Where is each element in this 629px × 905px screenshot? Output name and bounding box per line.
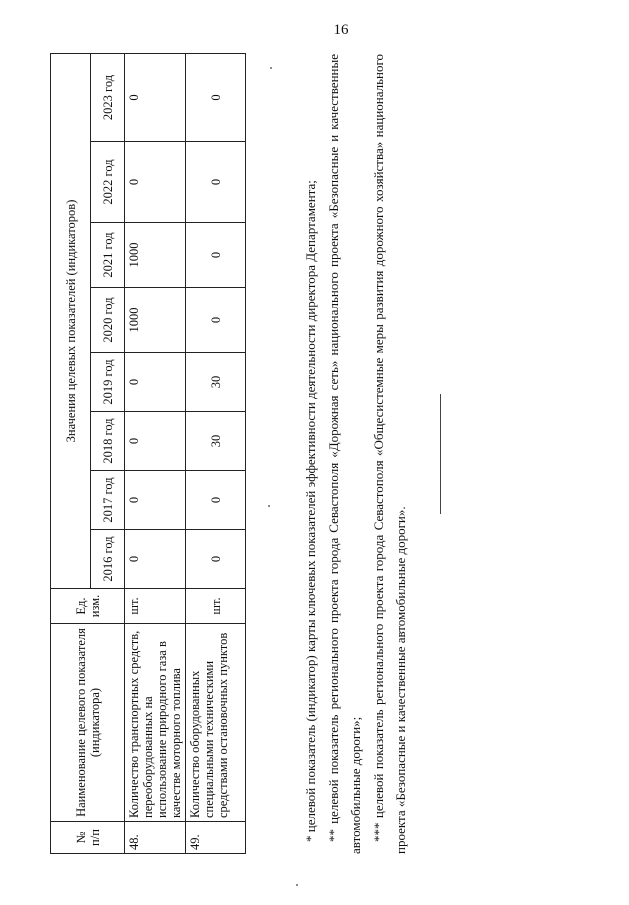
row-value: 0 (125, 412, 186, 471)
header-indicator-name: Наименование целевого показателя (индикатора) (51, 624, 125, 822)
row-unit: шт. (186, 589, 246, 624)
header-year: 2018 год (91, 412, 125, 471)
rotated-landscape-content (50, 52, 560, 854)
row-value: 1000 (125, 223, 186, 288)
header-year: 2022 год (91, 142, 125, 223)
scan-speck (268, 505, 270, 507)
row-value: 30 (186, 412, 246, 471)
row-value: 0 (125, 142, 186, 223)
row-value: 0 (186, 223, 246, 288)
header-year: 2016 год (91, 530, 125, 589)
header-year: 2019 год (91, 353, 125, 412)
row-value: 0 (125, 54, 186, 142)
header-num: № п/п (51, 822, 125, 854)
row-indicator-name: Количество оборудованных специальными техническими средствами остановочных пунктов (186, 624, 246, 822)
scan-speck (270, 67, 272, 69)
row-value: 0 (186, 288, 246, 353)
row-indicator-name: Количество транспортных средств, переоборудованных на использование природного газа в качестве моторного топлива (125, 624, 186, 822)
header-unit: Ед. изм. (51, 589, 125, 624)
indicators-table (50, 53, 246, 854)
row-value: 30 (186, 353, 246, 412)
header-year: 2020 год (91, 288, 125, 353)
row-value: 0 (186, 530, 246, 589)
row-value: 0 (125, 471, 186, 530)
footnote: * целевой показатель (индикатор) карты ключевых показателей эффективности деятельности директора Департамента; (303, 180, 318, 842)
row-value: 0 (186, 142, 246, 223)
scan-speck (296, 884, 298, 886)
table-row (125, 54, 186, 854)
row-value: 1000 (125, 288, 186, 353)
row-value: 0 (186, 54, 246, 142)
row-value: 0 (125, 530, 186, 589)
header-year: 2017 год (91, 471, 125, 530)
header-year: 2021 год (91, 223, 125, 288)
page-number: 16 (333, 22, 349, 38)
header-year: 2023 год (91, 54, 125, 142)
separator-line (440, 394, 441, 514)
row-unit: шт. (125, 589, 186, 624)
footnotes (300, 54, 413, 854)
row-value: 0 (186, 471, 246, 530)
row-num: 48. (125, 822, 186, 854)
row-num: 49. (186, 822, 246, 854)
header-values-group: Значения целевых показателей (индикаторов) (51, 54, 91, 589)
row-value: 0 (125, 353, 186, 412)
footnote: *** целевой показатель регионального проекта города Севастополя «Общесистемные меры развития дорожного хозяйства» национального проекта «Безопасные и качественные автомобильные дороги». (370, 54, 409, 854)
footnote: ** целевой показатель регионального проекта города Севастополя «Дорожная сеть» национального проекта «Безопасные и качественные автомобильные дороги»; (325, 54, 364, 854)
table-row (186, 54, 246, 854)
